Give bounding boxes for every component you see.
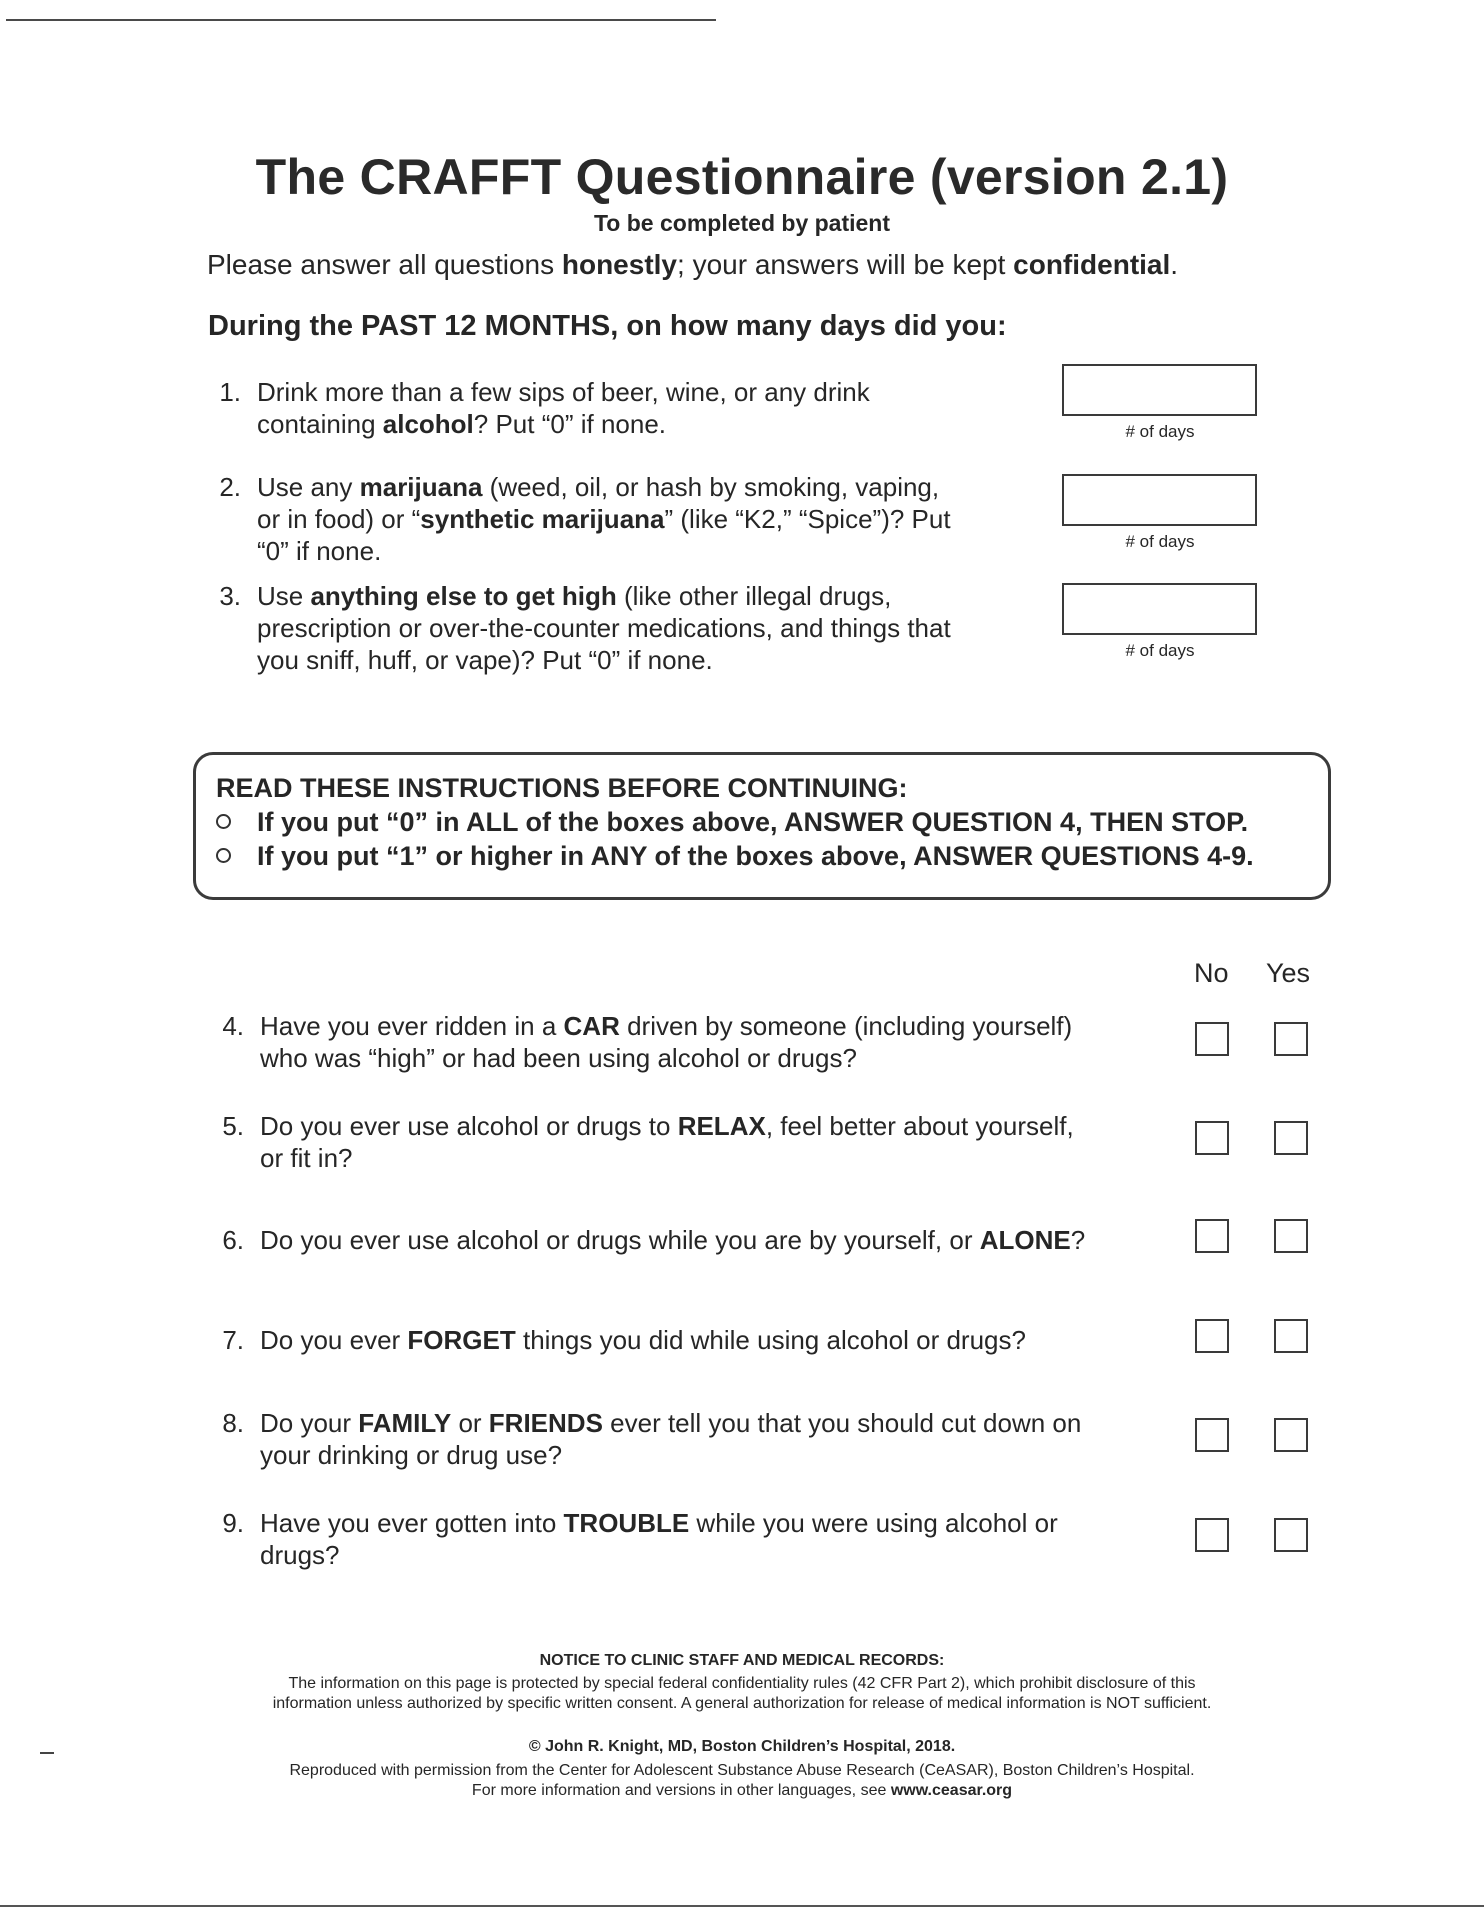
q2-days-label: # of days xyxy=(1125,532,1195,551)
q8-yes-checkbox[interactable] xyxy=(1274,1418,1308,1452)
intro-text: Please answer all questions honestly; your answers will be kept confidential. xyxy=(207,249,1179,280)
instructions-box xyxy=(193,752,1331,900)
q6-yes-checkbox[interactable] xyxy=(1274,1219,1308,1253)
q7-yes-checkbox[interactable] xyxy=(1274,1319,1308,1353)
q1-days-label: # of days xyxy=(1125,422,1195,441)
page-title: The CRAFFT Questionnaire (version 2.1) xyxy=(255,149,1229,205)
question-number: 9. xyxy=(222,1508,244,1538)
instruction-item: If you put “0” in ALL of the boxes above, ANSWER QUESTION 4, THEN STOP. xyxy=(216,807,1248,838)
question-text: Do your FAMILY or FRIENDS ever tell you that you should cut down on your drinking or drug use? xyxy=(260,1408,1082,1470)
question-text: Use any marijuana (weed, oil, or hash by smoking, vaping, or in food) or “synthetic marijuana” (like “K2,” “Spice”)? Put “0” if none. xyxy=(257,472,951,566)
question-text: Use anything else to get high (like other illegal drugs, prescription or over-the-counter medications, and things that you sniff, huff, or vape)? Put “0” if none. xyxy=(257,581,951,675)
reproduction-notice: Reproduced with permission from the Center for Adolescent Substance Abuse Research (CeASAR), Boston Children’s Hospital. For more information and versions in other languages, see www.ceasar.org xyxy=(289,1762,1195,1799)
bullet-icon xyxy=(216,814,231,829)
column-header-yes: Yes xyxy=(1266,958,1311,988)
question-number: 4. xyxy=(222,1011,244,1041)
question-number: 1. xyxy=(219,377,241,407)
q9-no-checkbox[interactable] xyxy=(1195,1518,1229,1552)
q5-no-checkbox[interactable] xyxy=(1195,1121,1229,1155)
q7-no-checkbox[interactable] xyxy=(1195,1319,1229,1353)
question-number: 8. xyxy=(222,1408,244,1438)
question-number: 3. xyxy=(219,581,241,611)
q4-yes-checkbox[interactable] xyxy=(1274,1022,1308,1056)
question-text: Do you ever use alcohol or drugs while you are by yourself, or ALONE? xyxy=(260,1225,1086,1255)
bullet-icon xyxy=(216,848,231,863)
q5-yes-checkbox[interactable] xyxy=(1274,1121,1308,1155)
column-header-no: No xyxy=(1194,958,1229,988)
part-a-heading: During the PAST 12 MONTHS, on how many days did you: xyxy=(208,310,1007,342)
q3-days-input[interactable] xyxy=(1062,583,1257,635)
q9-yes-checkbox[interactable] xyxy=(1274,1518,1308,1552)
question-text: Do you ever use alcohol or drugs to RELAX, feel better about yourself, or fit in? xyxy=(260,1111,1074,1173)
q8-no-checkbox[interactable] xyxy=(1195,1418,1229,1452)
question-text: Drink more than a few sips of beer, wine, or any drink containing alcohol? Put “0” if none. xyxy=(257,377,870,439)
notice-heading: NOTICE TO CLINIC STAFF AND MEDICAL RECORDS: xyxy=(539,1652,945,1669)
copyright-line: © John R. Knight, MD, Boston Children’s Hospital, 2018. xyxy=(528,1738,956,1755)
question-number: 7. xyxy=(222,1325,244,1355)
question-number: 6. xyxy=(222,1225,244,1255)
page-subtitle: To be completed by patient xyxy=(593,210,891,236)
question-text: Do you ever FORGET things you did while using alcohol or drugs? xyxy=(260,1325,1026,1355)
bottom-rule xyxy=(0,1905,1484,1907)
q4-no-checkbox[interactable] xyxy=(1195,1022,1229,1056)
question-text: Have you ever gotten into TROUBLE while you were using alcohol or drugs? xyxy=(260,1508,1058,1570)
question-number: 5. xyxy=(222,1111,244,1141)
notice-text: The information on this page is protected by special federal confidentiality rules (42 CFR Part 2), which prohibit disclosure of this information unless authorized by specific written consent. A general authorization for release of medical information is NOT sufficient. xyxy=(272,1675,1212,1712)
q1-days-input[interactable] xyxy=(1062,364,1257,416)
website-link[interactable]: www.ceasar.org xyxy=(890,1782,1013,1799)
instruction-item: If you put “1” or higher in ANY of the boxes above, ANSWER QUESTIONS 4-9. xyxy=(216,841,1254,872)
top-rule xyxy=(6,19,716,21)
q2-days-input[interactable] xyxy=(1062,474,1257,526)
q6-no-checkbox[interactable] xyxy=(1195,1219,1229,1253)
question-text: Have you ever ridden in a CAR driven by someone (including yourself) who was “high” or had been using alcohol or drugs? xyxy=(260,1011,1073,1073)
question-number: 2. xyxy=(219,472,241,502)
instructions-heading: READ THESE INSTRUCTIONS BEFORE CONTINUING: xyxy=(216,773,908,803)
q3-days-label: # of days xyxy=(1125,641,1195,660)
